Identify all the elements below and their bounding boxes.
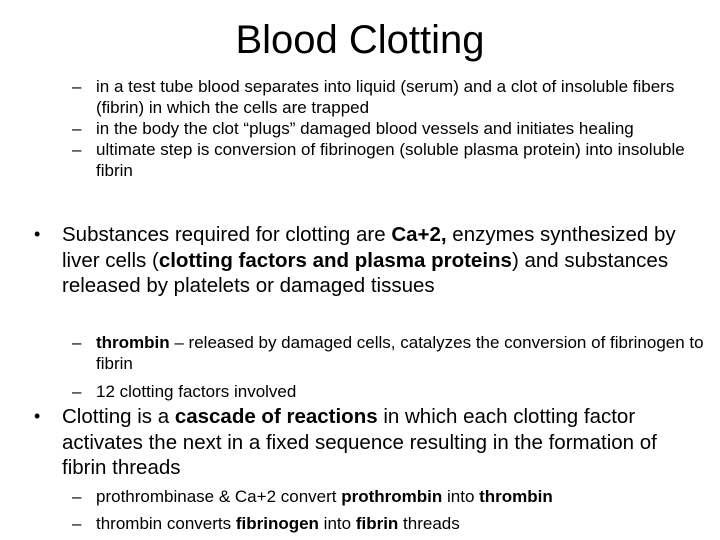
bold-run: clotting factors and plasma proteins: [158, 248, 512, 272]
sub-item-fibrinogen: [0, 513, 720, 534]
text-run: thrombin converts: [96, 514, 236, 533]
text-run: prothrombinase & Ca+2 convert: [96, 487, 342, 506]
intro-item-3: [0, 139, 720, 181]
text-run: into: [318, 514, 356, 533]
dash-marker: –: [72, 140, 82, 159]
bold-run: fibrinogen: [235, 514, 319, 533]
intro-list: [0, 76, 720, 181]
bold-run: fibrin: [355, 514, 399, 533]
sub-item-factors: [0, 381, 720, 402]
text-run: 12 clotting factors involved: [96, 382, 297, 401]
text-run: threads: [398, 514, 460, 533]
bullet-marker: •: [34, 224, 41, 244]
bold-run: thrombin: [96, 333, 170, 352]
dash-marker: –: [72, 333, 82, 352]
bullet-cascade-sublist: [0, 486, 720, 534]
intro-item-1: [0, 76, 720, 118]
text-run: into: [442, 487, 480, 506]
text-run: enzymes synthesized by liver cells (: [62, 223, 676, 272]
dash-marker: –: [72, 514, 82, 533]
dash-marker: –: [72, 77, 82, 96]
text-run: in which each clotting factor activates the next in a fixed sequence resulting in the formation of fibrin threads: [62, 405, 657, 479]
text-run: Clotting is a: [62, 405, 175, 428]
sub-item-thrombin: [0, 332, 720, 374]
dash-marker: –: [72, 487, 82, 506]
bold-run: prothrombin: [341, 487, 443, 506]
bullet-marker: •: [34, 406, 41, 426]
intro-item-2: [0, 118, 720, 139]
text-run: in the body the clot “plugs” damaged blood vessels and initiates healing: [96, 119, 634, 138]
bullet-cascade-text: [0, 404, 720, 481]
text-run: ) and substances released by platelets or damaged tissues: [62, 248, 669, 297]
text-run: in a test tube blood separates into liquid (serum) and a clot of insoluble fibers (fibrin) in which the cells are trapped: [96, 77, 675, 117]
bold-run: thrombin: [479, 487, 553, 506]
sub-item-prothrombinase: [0, 486, 720, 507]
bullet-cascade: [0, 404, 720, 481]
dash-marker: –: [72, 119, 82, 138]
text-run: – released by damaged cells, catalyzes the conversion of fibrinogen to fibrin: [96, 333, 704, 373]
dash-marker: –: [72, 382, 82, 401]
bold-run: cascade of reactions: [174, 405, 378, 428]
bullet-substances-sublist: [0, 332, 720, 402]
text-run: Substances required for clotting are: [62, 223, 392, 246]
text-run: ultimate step is conversion of fibrinogen (soluble plasma protein) into insoluble fibrin: [96, 140, 685, 180]
slide-title: Blood Clotting: [235, 18, 485, 62]
bullet-substances: [0, 222, 720, 299]
bullet-substances-text: [0, 222, 720, 299]
bold-run: Ca+2,: [391, 223, 447, 246]
